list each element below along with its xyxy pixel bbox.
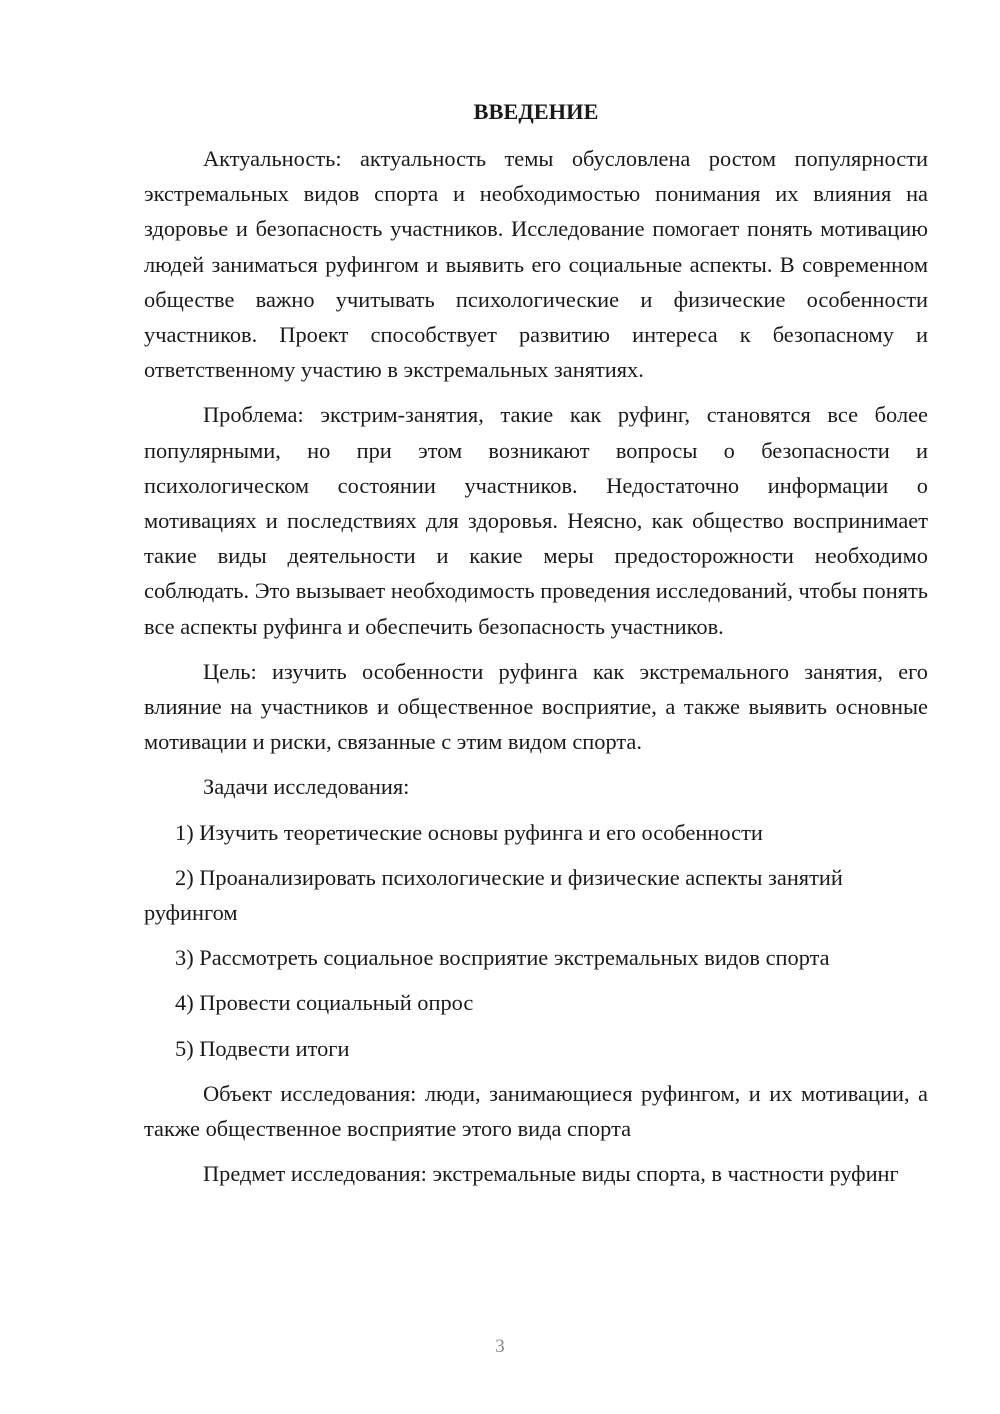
problem-paragraph: Проблема: экстрим-занятия, такие как руфинг, становятся все более популярными, но при этом возникают вопросы о безопасности и психологическом состоянии участников. Недостаточно информации о мотивациях и последствиях для здоровья. Неясно, как общество воспринимает такие виды деятельности и какие меры предосторожности необходимо соблюдать. Это вызывает необходимость проведения исследований, чтобы понять все аспекты руфинга и обеспечить безопасность участников.: [144, 402, 928, 639]
task-item: 5) Подвести итоги: [175, 1035, 350, 1061]
tasks-heading: Задачи исследования:: [203, 774, 410, 800]
relevance-paragraph: Актуальность: актуальность темы обусловлена ростом популярности экстремальных видов спорта и необходимостью понимания их влияния на здоровье и безопасность участников. Исследование помогает понять мотивацию людей заниматься руфингом и выявить его социальные аспекты. В современном обществе важно учитывать психологические и физические особенности участников. Проект способствует развитию интереса к безопасному и ответственному участию в экстремальных занятиях.: [144, 146, 928, 383]
page-number: 3: [495, 1336, 505, 1357]
goal-paragraph: Цель: изучить особенности руфинга как экстремального занятия, его влияние на участников и общественное восприятие, а также выявить основные мотивации и риски, связанные с этим видом спорта.: [144, 658, 928, 755]
object-paragraph: Объект исследования: люди, занимающиеся руфингом, и их мотивации, а также общественное восприятие этого вида спорта: [144, 1080, 928, 1142]
task-item: 4) Провести социальный опрос: [175, 990, 474, 1016]
section-title: ВВЕДЕНИЕ: [473, 99, 599, 124]
task-item: 1) Изучить теоретические основы руфинга и его особенности: [175, 819, 763, 845]
task-item: 2) Проанализировать психологические и физические аспекты занятий руфингом: [144, 864, 843, 926]
task-item: 3) Рассмотреть социальное восприятие экстремальных видов спорта: [175, 945, 830, 971]
subject-paragraph: Предмет исследования: экстремальные виды спорта, в частности руфинг: [203, 1161, 899, 1187]
document-body: [144, 94, 928, 1201]
